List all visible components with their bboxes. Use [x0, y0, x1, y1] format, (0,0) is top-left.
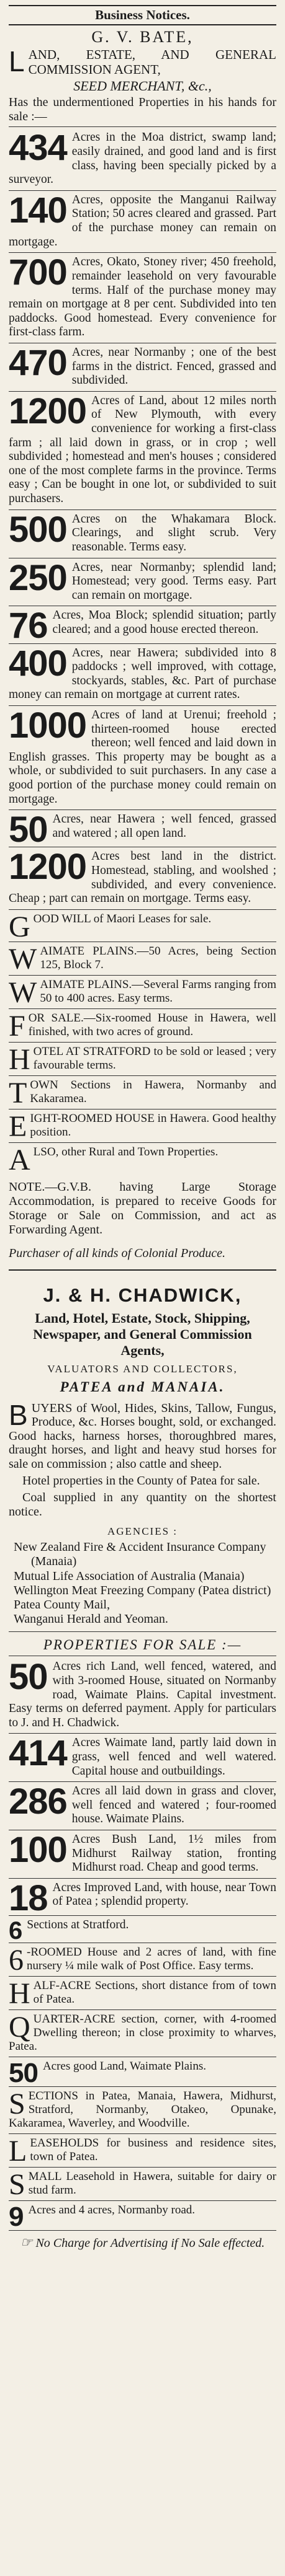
bate-subtitle: SEED MERCHANT, &c., [73, 78, 212, 94]
entry-text: ECTIONS in Patea, Manaia, Hawera, Midhurst, Stratford, Normanby, Otakeo, Opunake, Kakaramea, Waverley, and Woodville. [9, 2089, 276, 2130]
entry-text: LSO, other Rural and Town Properties. [33, 1145, 219, 1159]
chadwick-subtitle: Land, Hotel, Estate, Stock, Shipping, Newspaper, and General Commission Agents, [33, 1310, 252, 1359]
bate-entry [9, 191, 276, 253]
bate-entry [9, 558, 276, 607]
props-rule [9, 1631, 276, 1632]
entry-text: Acres Waimate land, partly laid down in grass, well fenced and well watered. Capital house and outbuildings. [71, 1736, 276, 1778]
bate-letter-entry [9, 942, 276, 976]
chadwick-entry [9, 1657, 276, 1734]
bate-entry [9, 644, 276, 706]
chadwick-coal-para: Coal supplied in any quantity on the shortest notice. [9, 1490, 276, 1519]
chadwick-letter-entry [9, 2057, 276, 2087]
entry-text: EASEHOLDS for business and residence sites, town of Patea. [30, 2136, 276, 2163]
agency-item: Mutual Life Association of Australia (Manaia) [14, 1569, 245, 1583]
heading-rule [9, 24, 276, 25]
acreage-number: 250 [9, 558, 67, 598]
acreage-number: 434 [9, 128, 67, 169]
drop-cap: 6 [9, 1944, 24, 1977]
pointing-hand-icon: ☞ [20, 2234, 33, 2250]
entry-text: Acres Improved Land, with house, near Town of Patea ; splendid property. [52, 1881, 276, 1908]
bate-letter-entry [9, 1109, 276, 1143]
entry-text: Acres rich Land, well fenced, watered, and with 3-roomed House, situated on Normanby road, Waimate Plains. Capital investment. Easy terms on deferred payment. Apply for particulars to J. and H. Chadwick. [9, 1660, 276, 1729]
chadwick-place: PATEA and MANAIA. [60, 1378, 225, 1395]
chadwick-advert [9, 1284, 276, 2251]
acreage-number: 286 [9, 1782, 67, 1822]
drop-cap: L [9, 2134, 27, 2168]
agency-item: Patea County Mail, [14, 1597, 110, 1612]
bate-lead-letter: L [9, 45, 25, 77]
acreage-number: 18 [9, 1878, 48, 1917]
entry-text: Acres, near Normanby ; one of the best farms in the district. Fenced, grassed and subdivided. [71, 345, 276, 387]
drop-cap: H [9, 1043, 30, 1077]
top-rule [9, 5, 276, 6]
chadwick-entry [9, 1734, 276, 1782]
chadwick-letter-entries [9, 1943, 276, 2231]
column-heading: Business Notices. [95, 7, 190, 22]
bate-lead-text: AND, ESTATE, AND GENERAL COMMISSION AGENT, [28, 47, 276, 77]
entry-text: Acres and 4 acres, Normanby road. [28, 2203, 196, 2217]
footer-text: No Charge for Advertising if No Sale effected. [35, 2236, 265, 2250]
agency-item: Wanganui Herald and Yeoman. [14, 1612, 168, 1626]
chadwick-letter-entry [9, 1943, 276, 1977]
entry-text: Acres, near Normanby; splendid land; Homestead; very good. Terms easy. Part can remain on mortgage. [71, 560, 276, 602]
entry-text: Acres good Land, Waimate Plains. [42, 2060, 206, 2073]
bate-advert [9, 28, 276, 1261]
properties-title: PROPERTIES FOR SALE :— [43, 1637, 242, 1653]
acreage-number: 50 [9, 2058, 38, 2087]
acreage-number: 400 [9, 643, 67, 684]
chadwick-hotel-para: Hotel properties in the County of Patea for sale. [22, 1473, 260, 1488]
entry-text: Acres all laid down in grass and clover, well fenced and watered ; four-roomed house. Waimate Plains. [71, 1784, 276, 1826]
chadwick-entry [9, 1782, 276, 1830]
entry-text: -ROOMED House and 2 acres of land, with fine nursery ¼ mile walk of Post Office. Easy terms. [27, 1946, 276, 1973]
bate-entry [9, 253, 276, 343]
buyers-text: UYERS of Wool, Hides, Skins, Tallow, Fungus, Produce, &c. Horses bought, sold, or exchanged. Good hacks, harness horses, thoroughbred mares, draught horses, and light and heavy stud horses for sale on commission ; also cattle and sheep. [9, 1401, 276, 1471]
bate-letter-entry [9, 976, 276, 1009]
drop-cap: H [9, 1977, 30, 2011]
entry-text: IGHT-ROOMED HOUSE in Hawera. Good healthy position. [30, 1112, 276, 1139]
acreage-number: 1200 [9, 847, 87, 888]
agency-item: New Zealand Fire & Accident Insurance Company (Manaia) [14, 1540, 266, 1569]
chadwick-entry [9, 1916, 276, 1943]
entry-text: Acres, Moa Block; splendid situation; partly cleared; and a good house erected thereon. [52, 609, 276, 636]
chadwick-letter-entry [9, 2010, 276, 2057]
acreage-number: 1000 [9, 705, 87, 746]
chadwick-letter-entry [9, 1977, 276, 2010]
acreage-number: 500 [9, 509, 67, 550]
acreage-number: 9 [9, 2202, 24, 2231]
entry-text: Sections at Stratford. [27, 1918, 129, 1932]
drop-cap: T [9, 1077, 27, 1110]
bate-letter-entries [9, 910, 276, 1175]
acreage-number: 470 [9, 343, 67, 383]
advert-separator [9, 1269, 276, 1271]
drop-cap: A [9, 1144, 30, 1175]
bate-entry [9, 706, 276, 810]
bate-name: G. V. BATE, [91, 28, 194, 46]
entry-text: Acres, opposite the Manganui Railway Station; 50 acres cleared and grassed. Part of the purchase money can remain on mortgage. [9, 193, 276, 249]
agencies-list [9, 1540, 276, 1626]
bate-letter-entry [9, 1143, 276, 1175]
entry-text: AIMATE PLAINS.—Several Farms ranging from 50 to 400 acres. Easy terms. [40, 978, 276, 1005]
bate-letter-entry [9, 1076, 276, 1109]
drop-cap: S [9, 2087, 25, 2120]
chadwick-valuators: VALUATORS AND COLLECTORS, [47, 1362, 238, 1375]
bate-has-text: Has the undermentioned Properties in his hands for sale :— [9, 95, 276, 124]
chadwick-footer [9, 2234, 276, 2251]
drop-cap: W [9, 943, 37, 976]
acreage-number: 50 [9, 810, 48, 848]
bate-entry [9, 510, 276, 558]
bate-letter-entry [9, 910, 276, 942]
bate-entry [9, 847, 276, 909]
drop-cap: S [9, 2168, 25, 2202]
chadwick-name: J. & H. CHADWICK, [43, 1284, 242, 1306]
entry-text: OOD WILL of Maori Leases for sale. [33, 912, 212, 925]
chadwick-letter-entry [9, 2168, 276, 2201]
chadwick-buyers [9, 1398, 276, 1471]
entry-text: Acres of Land, about 12 miles north of New Plymouth, with every convenience for working a first-class farm ; all laid down in grass, or in crop ; well subdivided ; homestead and men's houses ; considered one of the most complete farms in the province. Terms easy ; Can be bought in one lot, or subdivided to suit purchasers. [9, 394, 276, 506]
bate-letter-entry [9, 1009, 276, 1043]
chadwick-letter-entry [9, 2201, 276, 2231]
chadwick-entries [9, 1657, 276, 1943]
agency-item: Wellington Meat Freezing Company (Patea district) [14, 1583, 271, 1597]
entry-text: OWN Sections in Hawera, Normanby and Kakaramea. [30, 1078, 276, 1106]
bate-entry [9, 392, 276, 510]
entry-text: Acres on the Whakamara Block. Clearings, and slight scrub. Very reasonable. Terms easy. [71, 512, 276, 554]
chadwick-letter-entry [9, 2087, 276, 2134]
entry-text: MALL Leasehold in Hawera, suitable for dairy or stud farm. [28, 2170, 276, 2197]
acreage-number: 414 [9, 1734, 67, 1774]
agencies-title: AGENCIES : [107, 1525, 178, 1538]
bate-letter-entry [9, 1043, 276, 1076]
bate-entry [9, 343, 276, 392]
bate-entry [9, 606, 276, 643]
entry-text: Acres, Okato, Stoney river; 450 freehold, remainder leasehold on very favourable terms. Half of the purchase money may remain on mortgage at 8 per cent. Subdivided into ten paddocks. Good homestead. Every convenience for first-class farm. [9, 255, 276, 339]
acreage-number: 700 [9, 253, 67, 293]
drop-cap: F [9, 1010, 25, 1043]
entry-text: Acres Bush Land, 1½ miles from Midhurst Railway station, fronting Midhurst road. Cheap and good terms. [71, 1833, 276, 1874]
acreage-number: 50 [9, 1657, 48, 1698]
drop-cap: B [9, 1398, 28, 1431]
entry-text: AIMATE PLAINS.—50 Acres, being Section 125, Block 7. [40, 945, 276, 972]
entry-text: Acres, near Hawera; subdivided into 8 paddocks ; well improved, with cottage, stockyards, stables, &c. Part of purchase money can remain on mortgage at current rates. [9, 646, 276, 702]
chadwick-entry [9, 1879, 276, 1916]
entry-text: Acres of land at Urenui; freehold ; thirteen-roomed house erected thereon; well fenced and laid down in English grasses. This property may be bought as a whole, or subdivided to suit purchasers. In any case a good portion of the purchase money could remain on mortgage. [9, 708, 276, 806]
drop-cap: Q [9, 2011, 30, 2044]
acreage-number: 1200 [9, 391, 87, 431]
drop-cap: E [9, 1110, 27, 1144]
bate-rule [9, 126, 276, 127]
bate-entry [9, 810, 276, 847]
acreage-number: 6 [9, 1917, 22, 1944]
entry-text: Acres in the Moa district, swamp land; easily drained, and good land and is first class, having been specially picked by a surveyor. [9, 131, 276, 187]
acreage-number: 76 [9, 606, 48, 644]
entry-text: ALF-ACRE Sections, short distance from of town of Patea. [33, 1979, 276, 2006]
bate-entry [9, 128, 276, 190]
bate-entries [9, 128, 276, 909]
entry-text: UARTER-ACRE section, corner, with 4-roomed Dwelling thereon; in close proximity to wharves, Patea. [9, 2013, 276, 2053]
bate-note: NOTE.—G.V.B. having Large Storage Accommodation, is prepared to receive Goods for Storage or Sale on Commission, and act as Forwarding Agent. [9, 1180, 276, 1237]
bate-purchaser: Purchaser of all kinds of Colonial Produce. [9, 1246, 226, 1260]
drop-cap: W [9, 976, 37, 1010]
drop-cap: G [9, 910, 30, 943]
bate-lead [9, 45, 276, 77]
entry-text: OR SALE.—Six-roomed House in Hawera, well finished, with two acres of ground. [28, 1012, 276, 1039]
acreage-number: 140 [9, 190, 67, 231]
chadwick-entry [9, 1830, 276, 1879]
entry-text: OTEL AT STRATFORD to be sold or leased ; very favourable terms. [33, 1045, 276, 1072]
entry-text: Acres, near Hawera ; well fenced, grassed and watered ; all open land. [52, 813, 276, 840]
entry-text: Acres best land in the district. Homestead, stabling, and woolshed ; subdivided, and every convenience. Cheap ; part can remain on mortgage. Terms easy. [9, 850, 276, 906]
acreage-number: 100 [9, 1830, 67, 1871]
chadwick-letter-entry [9, 2134, 276, 2168]
